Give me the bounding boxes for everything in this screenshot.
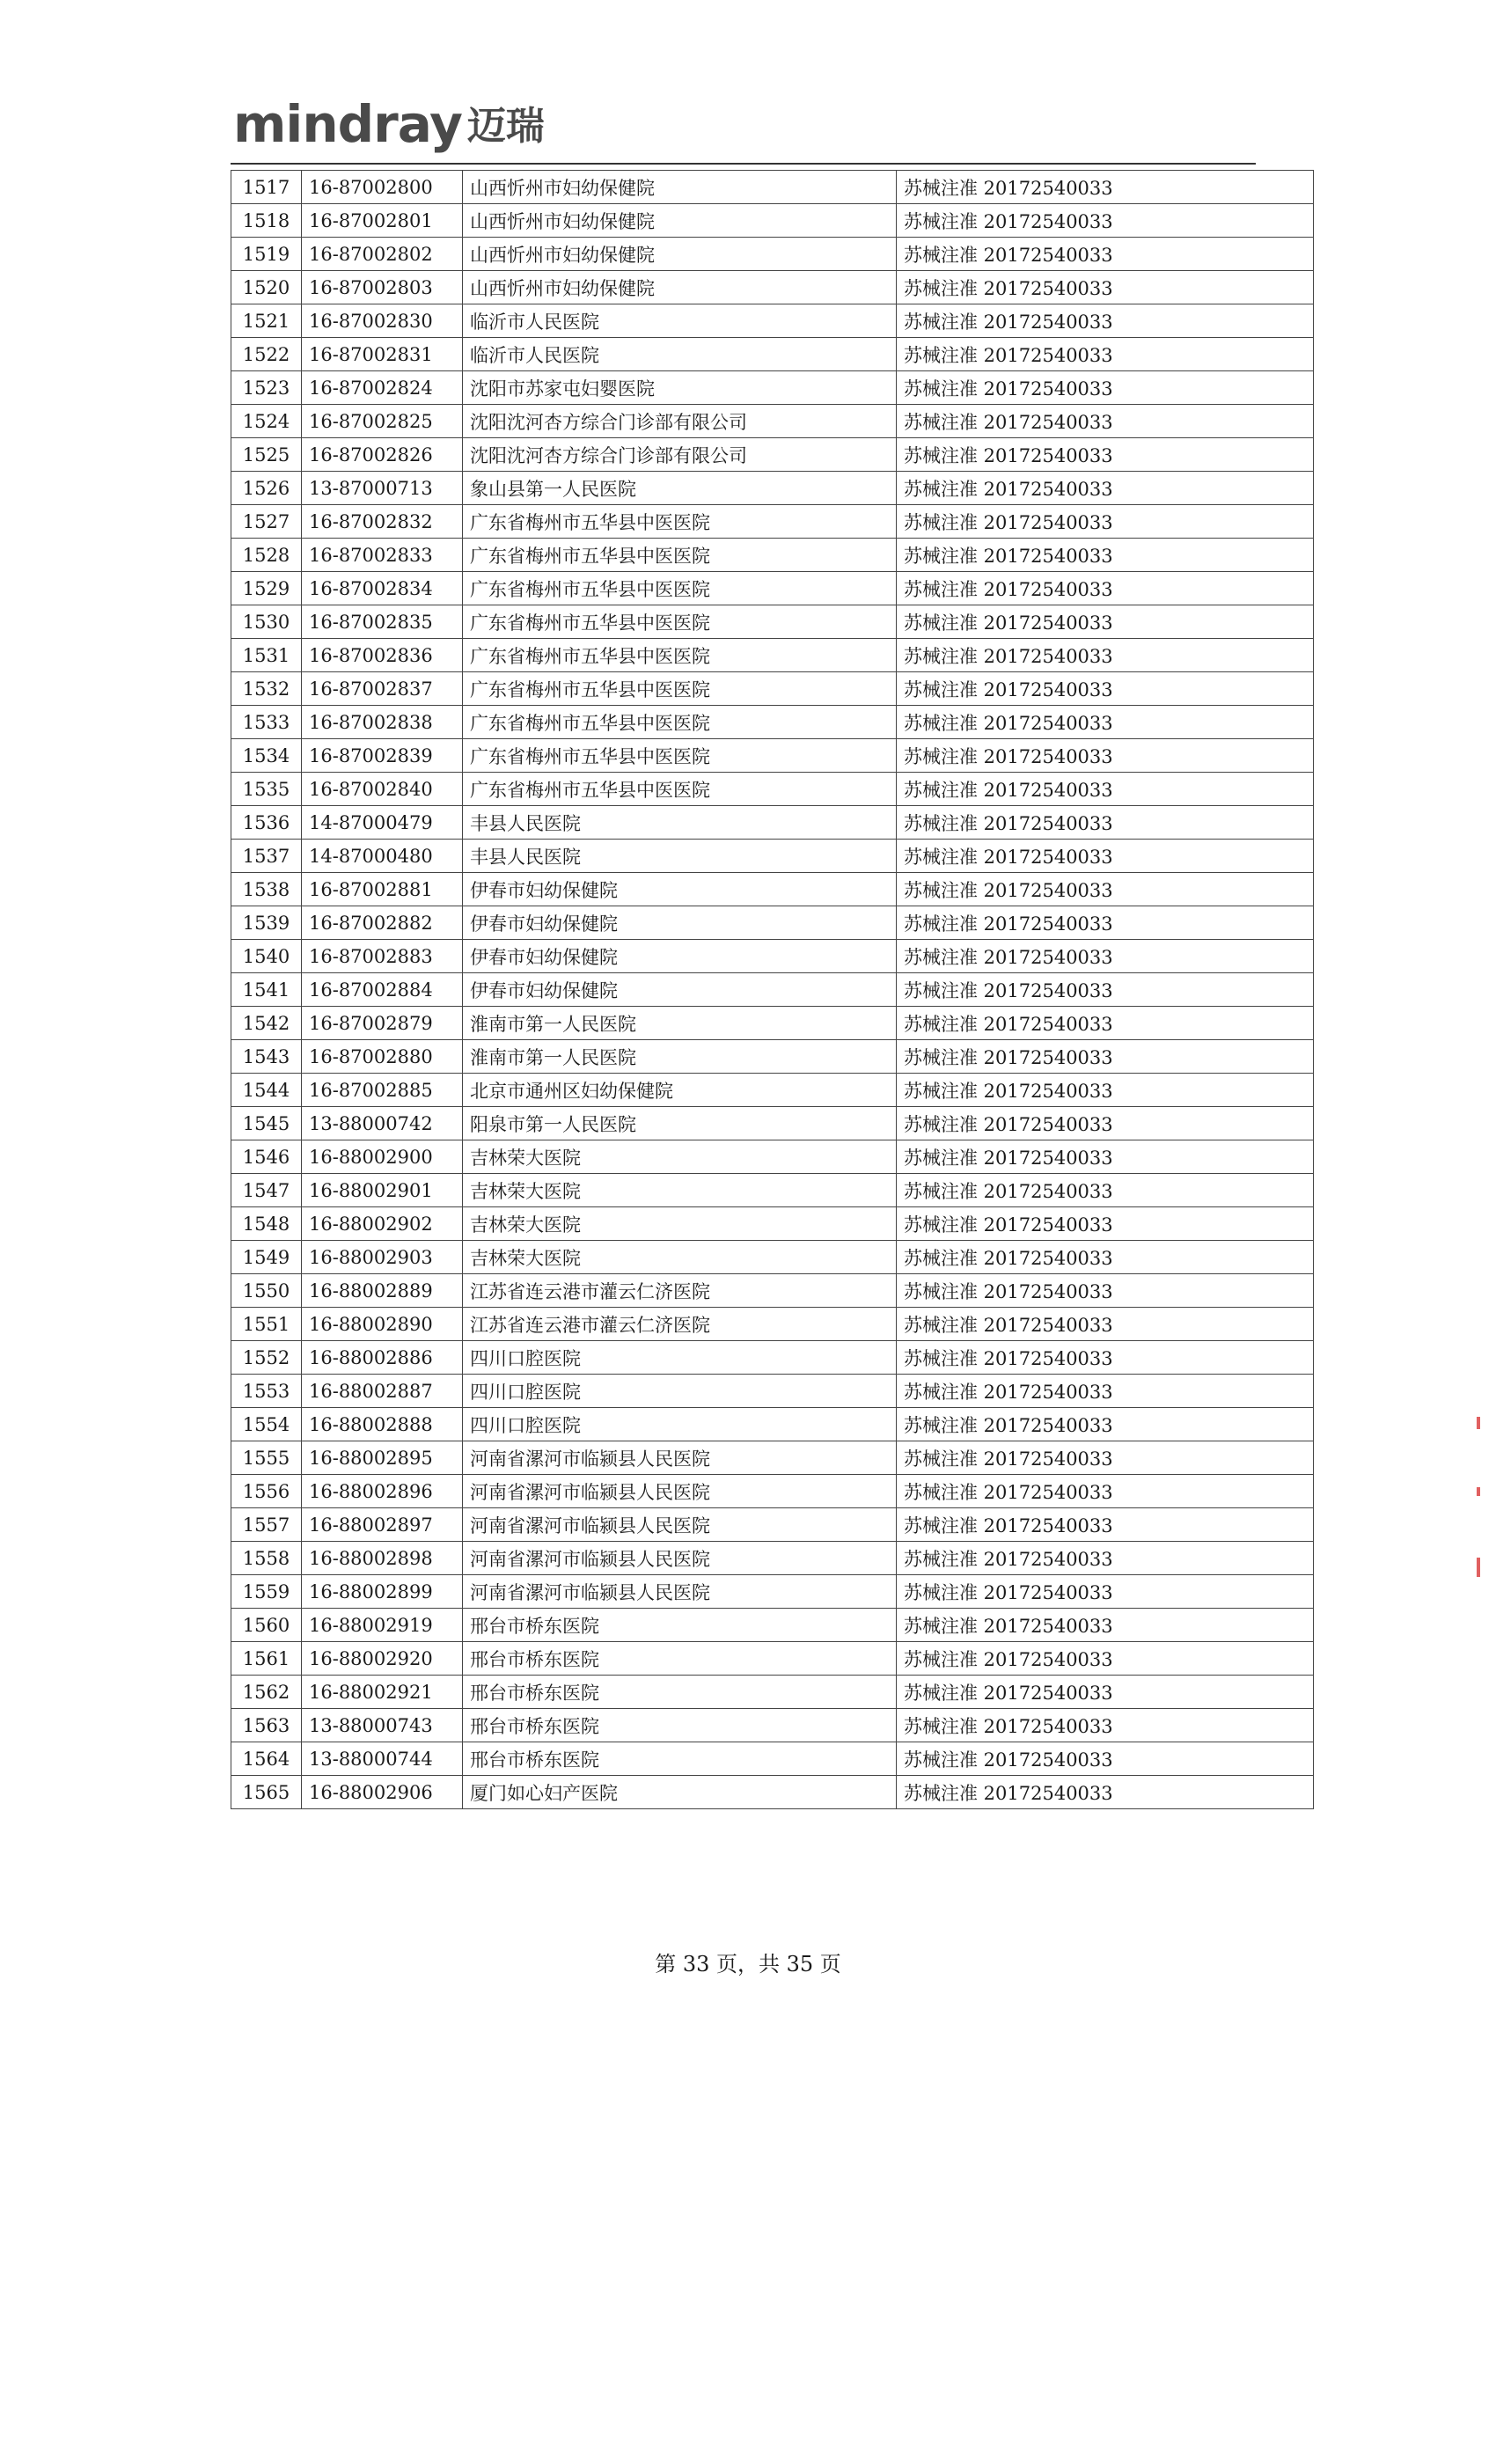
table-row <box>231 1475 1314 1508</box>
edge-mark <box>1477 1487 1480 1496</box>
hospital-name-cell: 阳泉市第一人民医院 <box>463 1107 897 1140</box>
registration-number-cell: 苏械注准 20172540033 <box>897 1007 1314 1040</box>
device-code-cell: 16-87002800 <box>302 171 463 204</box>
device-code-cell: 16-88002889 <box>302 1274 463 1308</box>
hospital-name-cell: 吉林荣大医院 <box>463 1140 897 1174</box>
hospital-name-cell: 四川口腔医院 <box>463 1341 897 1375</box>
device-registration-table <box>231 170 1314 1809</box>
table-row <box>231 1274 1314 1308</box>
hospital-name-cell: 北京市通州区妇幼保健院 <box>463 1074 897 1107</box>
row-index-cell: 1524 <box>231 405 302 438</box>
device-code-cell: 16-87002834 <box>302 572 463 605</box>
table-row <box>231 1676 1314 1709</box>
device-code-cell: 16-87002837 <box>302 672 463 706</box>
registration-number-cell: 苏械注准 20172540033 <box>897 1408 1314 1441</box>
registration-number-cell: 苏械注准 20172540033 <box>897 1742 1314 1776</box>
registration-number-cell: 苏械注准 20172540033 <box>897 1207 1314 1241</box>
device-code-cell: 13-88000742 <box>302 1107 463 1140</box>
hospital-name-cell: 丰县人民医院 <box>463 806 897 840</box>
device-code-cell: 16-87002830 <box>302 304 463 338</box>
device-code-cell: 16-87002824 <box>302 371 463 405</box>
table-row <box>231 1140 1314 1174</box>
table-row <box>231 1375 1314 1408</box>
registration-number-cell: 苏械注准 20172540033 <box>897 271 1314 304</box>
row-index-cell: 1565 <box>231 1776 302 1809</box>
device-code-cell: 16-87002838 <box>302 706 463 739</box>
table-row <box>231 739 1314 773</box>
table-row <box>231 304 1314 338</box>
row-index-cell: 1559 <box>231 1575 302 1609</box>
registration-number-cell: 苏械注准 20172540033 <box>897 1308 1314 1341</box>
table-row <box>231 1174 1314 1207</box>
hospital-name-cell: 山西忻州市妇幼保健院 <box>463 238 897 271</box>
table-row <box>231 840 1314 873</box>
device-code-cell: 16-88002903 <box>302 1241 463 1274</box>
registration-number-cell: 苏械注准 20172540033 <box>897 1140 1314 1174</box>
hospital-name-cell: 广东省梅州市五华县中医医院 <box>463 672 897 706</box>
row-index-cell: 1525 <box>231 438 302 472</box>
hospital-name-cell: 山西忻州市妇幼保健院 <box>463 204 897 238</box>
table-row <box>231 1007 1314 1040</box>
logo-wordmark: mindray <box>233 94 462 154</box>
row-index-cell: 1550 <box>231 1274 302 1308</box>
hospital-name-cell: 河南省漯河市临颍县人民医院 <box>463 1508 897 1542</box>
row-index-cell: 1534 <box>231 739 302 773</box>
hospital-name-cell: 伊春市妇幼保健院 <box>463 973 897 1007</box>
hospital-name-cell: 伊春市妇幼保健院 <box>463 873 897 906</box>
table-row <box>231 1742 1314 1776</box>
table-row <box>231 706 1314 739</box>
registration-number-cell: 苏械注准 20172540033 <box>897 304 1314 338</box>
registration-number-cell: 苏械注准 20172540033 <box>897 1274 1314 1308</box>
device-code-cell: 16-87002880 <box>302 1040 463 1074</box>
hospital-name-cell: 淮南市第一人民医院 <box>463 1040 897 1074</box>
table-row <box>231 1107 1314 1140</box>
row-index-cell: 1548 <box>231 1207 302 1241</box>
device-code-cell: 16-88002919 <box>302 1609 463 1642</box>
registration-number-cell: 苏械注准 20172540033 <box>897 1542 1314 1575</box>
device-code-cell: 16-88002902 <box>302 1207 463 1241</box>
hospital-name-cell: 沈阳市苏家屯妇婴医院 <box>463 371 897 405</box>
registration-number-cell: 苏械注准 20172540033 <box>897 1040 1314 1074</box>
table-row <box>231 873 1314 906</box>
table-row <box>231 539 1314 572</box>
row-index-cell: 1551 <box>231 1308 302 1341</box>
table-row <box>231 1441 1314 1475</box>
registration-number-cell: 苏械注准 20172540033 <box>897 639 1314 672</box>
row-index-cell: 1536 <box>231 806 302 840</box>
device-code-cell: 16-87002833 <box>302 539 463 572</box>
registration-number-cell: 苏械注准 20172540033 <box>897 739 1314 773</box>
device-code-cell: 16-88002920 <box>302 1642 463 1676</box>
hospital-name-cell: 伊春市妇幼保健院 <box>463 940 897 973</box>
device-code-cell: 13-88000743 <box>302 1709 463 1742</box>
hospital-name-cell: 广东省梅州市五华县中医医院 <box>463 539 897 572</box>
row-index-cell: 1531 <box>231 639 302 672</box>
hospital-name-cell: 沈阳沈河杏方综合门诊部有限公司 <box>463 438 897 472</box>
table-row <box>231 1341 1314 1375</box>
registration-number-cell: 苏械注准 20172540033 <box>897 906 1314 940</box>
device-code-cell: 16-87002885 <box>302 1074 463 1107</box>
device-code-cell: 16-87002835 <box>302 605 463 639</box>
device-code-cell: 16-87002826 <box>302 438 463 472</box>
hospital-name-cell: 厦门如心妇产医院 <box>463 1776 897 1809</box>
device-code-cell: 16-87002839 <box>302 739 463 773</box>
table-row <box>231 238 1314 271</box>
brand-logo <box>233 94 545 154</box>
page-number-footer: 第 33 页，共 35 页 <box>655 1952 841 1976</box>
hospital-name-cell: 伊春市妇幼保健院 <box>463 906 897 940</box>
row-index-cell: 1520 <box>231 271 302 304</box>
row-index-cell: 1541 <box>231 973 302 1007</box>
row-index-cell: 1557 <box>231 1508 302 1542</box>
table-row <box>231 1040 1314 1074</box>
row-index-cell: 1555 <box>231 1441 302 1475</box>
registration-number-cell: 苏械注准 20172540033 <box>897 238 1314 271</box>
device-code-cell: 14-87000479 <box>302 806 463 840</box>
table-row <box>231 171 1314 204</box>
row-index-cell: 1526 <box>231 472 302 505</box>
hospital-name-cell: 河南省漯河市临颍县人民医院 <box>463 1475 897 1508</box>
row-index-cell: 1517 <box>231 171 302 204</box>
row-index-cell: 1552 <box>231 1341 302 1375</box>
device-code-cell: 16-87002802 <box>302 238 463 271</box>
hospital-name-cell: 广东省梅州市五华县中医医院 <box>463 739 897 773</box>
hospital-name-cell: 山西忻州市妇幼保健院 <box>463 271 897 304</box>
hospital-name-cell: 邢台市桥东医院 <box>463 1609 897 1642</box>
device-code-cell: 16-87002879 <box>302 1007 463 1040</box>
registration-number-cell: 苏械注准 20172540033 <box>897 572 1314 605</box>
row-index-cell: 1546 <box>231 1140 302 1174</box>
row-index-cell: 1547 <box>231 1174 302 1207</box>
table-row <box>231 1642 1314 1676</box>
registration-number-cell: 苏械注准 20172540033 <box>897 706 1314 739</box>
row-index-cell: 1535 <box>231 773 302 806</box>
table-row <box>231 1542 1314 1575</box>
hospital-name-cell: 广东省梅州市五华县中医医院 <box>463 572 897 605</box>
table-row <box>231 940 1314 973</box>
registration-number-cell: 苏械注准 20172540033 <box>897 1174 1314 1207</box>
registration-number-cell: 苏械注准 20172540033 <box>897 840 1314 873</box>
registration-number-cell: 苏械注准 20172540033 <box>897 1676 1314 1709</box>
table-row <box>231 1241 1314 1274</box>
row-index-cell: 1527 <box>231 505 302 539</box>
registration-number-cell: 苏械注准 20172540033 <box>897 940 1314 973</box>
device-code-cell: 16-88002895 <box>302 1441 463 1475</box>
table-row <box>231 1207 1314 1241</box>
table-row <box>231 1074 1314 1107</box>
row-index-cell: 1542 <box>231 1007 302 1040</box>
device-code-cell: 16-88002898 <box>302 1542 463 1575</box>
row-index-cell: 1560 <box>231 1609 302 1642</box>
hospital-name-cell: 吉林荣大医院 <box>463 1207 897 1241</box>
row-index-cell: 1540 <box>231 940 302 973</box>
device-code-cell: 16-88002888 <box>302 1408 463 1441</box>
hospital-name-cell: 江苏省连云港市灌云仁济医院 <box>463 1308 897 1341</box>
registration-number-cell: 苏械注准 20172540033 <box>897 1107 1314 1140</box>
row-index-cell: 1518 <box>231 204 302 238</box>
device-code-cell: 16-87002836 <box>302 639 463 672</box>
hospital-name-cell: 河南省漯河市临颍县人民医院 <box>463 1542 897 1575</box>
registration-number-cell: 苏械注准 20172540033 <box>897 672 1314 706</box>
hospital-name-cell: 吉林荣大医院 <box>463 1174 897 1207</box>
registration-number-cell: 苏械注准 20172540033 <box>897 1709 1314 1742</box>
table-row <box>231 672 1314 706</box>
device-code-cell: 13-88000744 <box>302 1742 463 1776</box>
registration-number-cell: 苏械注准 20172540033 <box>897 438 1314 472</box>
row-index-cell: 1519 <box>231 238 302 271</box>
device-code-cell: 16-88002899 <box>302 1575 463 1609</box>
edge-mark <box>1477 1558 1480 1577</box>
row-index-cell: 1543 <box>231 1040 302 1074</box>
registration-number-cell: 苏械注准 20172540033 <box>897 1341 1314 1375</box>
hospital-name-cell: 四川口腔医院 <box>463 1375 897 1408</box>
row-index-cell: 1564 <box>231 1742 302 1776</box>
row-index-cell: 1523 <box>231 371 302 405</box>
row-index-cell: 1539 <box>231 906 302 940</box>
row-index-cell: 1561 <box>231 1642 302 1676</box>
table-row <box>231 1408 1314 1441</box>
table-row <box>231 204 1314 238</box>
table-row <box>231 1508 1314 1542</box>
row-index-cell: 1532 <box>231 672 302 706</box>
hospital-name-cell: 邢台市桥东医院 <box>463 1676 897 1709</box>
table-row <box>231 1776 1314 1809</box>
device-code-cell: 16-87002831 <box>302 338 463 371</box>
table-row <box>231 405 1314 438</box>
device-code-cell: 16-88002901 <box>302 1174 463 1207</box>
hospital-name-cell: 邢台市桥东医院 <box>463 1709 897 1742</box>
device-code-cell: 16-88002900 <box>302 1140 463 1174</box>
table-row <box>231 1709 1314 1742</box>
registration-number-cell: 苏械注准 20172540033 <box>897 1642 1314 1676</box>
hospital-name-cell: 河南省漯河市临颍县人民医院 <box>463 1575 897 1609</box>
table-row <box>231 438 1314 472</box>
table-row <box>231 973 1314 1007</box>
registration-number-cell: 苏械注准 20172540033 <box>897 1074 1314 1107</box>
table-body <box>231 171 1314 1809</box>
row-index-cell: 1544 <box>231 1074 302 1107</box>
device-code-cell: 16-87002881 <box>302 873 463 906</box>
registration-number-cell: 苏械注准 20172540033 <box>897 405 1314 438</box>
device-code-cell: 16-88002897 <box>302 1508 463 1542</box>
hospital-name-cell: 沈阳沈河杏方综合门诊部有限公司 <box>463 405 897 438</box>
row-index-cell: 1549 <box>231 1241 302 1274</box>
device-code-cell: 16-87002832 <box>302 505 463 539</box>
table-row <box>231 639 1314 672</box>
row-index-cell: 1556 <box>231 1475 302 1508</box>
table-row <box>231 605 1314 639</box>
hospital-name-cell: 吉林荣大医院 <box>463 1241 897 1274</box>
hospital-name-cell: 广东省梅州市五华县中医医院 <box>463 706 897 739</box>
registration-number-cell: 苏械注准 20172540033 <box>897 1575 1314 1609</box>
device-code-cell: 16-87002883 <box>302 940 463 973</box>
hospital-name-cell: 广东省梅州市五华县中医医院 <box>463 773 897 806</box>
registration-number-cell: 苏械注准 20172540033 <box>897 1776 1314 1809</box>
hospital-name-cell: 邢台市桥东医院 <box>463 1742 897 1776</box>
device-code-cell: 16-87002884 <box>302 973 463 1007</box>
device-code-cell: 16-87002840 <box>302 773 463 806</box>
registration-number-cell: 苏械注准 20172540033 <box>897 539 1314 572</box>
row-index-cell: 1562 <box>231 1676 302 1709</box>
table-row <box>231 1575 1314 1609</box>
registration-number-cell: 苏械注准 20172540033 <box>897 973 1314 1007</box>
registration-number-cell: 苏械注准 20172540033 <box>897 171 1314 204</box>
device-code-cell: 16-87002803 <box>302 271 463 304</box>
row-index-cell: 1553 <box>231 1375 302 1408</box>
registration-number-cell: 苏械注准 20172540033 <box>897 505 1314 539</box>
table-row <box>231 505 1314 539</box>
device-code-cell: 16-88002890 <box>302 1308 463 1341</box>
hospital-name-cell: 江苏省连云港市灌云仁济医院 <box>463 1274 897 1308</box>
hospital-name-cell: 临沂市人民医院 <box>463 338 897 371</box>
table-row <box>231 338 1314 371</box>
device-code-cell: 14-87000480 <box>302 840 463 873</box>
hospital-name-cell: 山西忻州市妇幼保健院 <box>463 171 897 204</box>
table-row <box>231 472 1314 505</box>
registration-number-cell: 苏械注准 20172540033 <box>897 1241 1314 1274</box>
hospital-name-cell: 广东省梅州市五华县中医医院 <box>463 605 897 639</box>
table-row <box>231 1609 1314 1642</box>
registration-number-cell: 苏械注准 20172540033 <box>897 873 1314 906</box>
registration-number-cell: 苏械注准 20172540033 <box>897 806 1314 840</box>
row-index-cell: 1533 <box>231 706 302 739</box>
row-index-cell: 1558 <box>231 1542 302 1575</box>
registration-number-cell: 苏械注准 20172540033 <box>897 773 1314 806</box>
registration-number-cell: 苏械注准 20172540033 <box>897 338 1314 371</box>
hospital-name-cell: 淮南市第一人民医院 <box>463 1007 897 1040</box>
edge-mark <box>1477 1417 1480 1429</box>
row-index-cell: 1538 <box>231 873 302 906</box>
registration-number-cell: 苏械注准 20172540033 <box>897 371 1314 405</box>
registration-number-cell: 苏械注准 20172540033 <box>897 1508 1314 1542</box>
logo-cjk-wordmark: 迈瑞 <box>466 104 545 149</box>
registration-number-cell: 苏械注准 20172540033 <box>897 1441 1314 1475</box>
table-row <box>231 1308 1314 1341</box>
device-code-cell: 16-88002921 <box>302 1676 463 1709</box>
hospital-name-cell: 象山县第一人民医院 <box>463 472 897 505</box>
hospital-name-cell: 广东省梅州市五华县中医医院 <box>463 639 897 672</box>
registration-number-cell: 苏械注准 20172540033 <box>897 472 1314 505</box>
hospital-name-cell: 邢台市桥东医院 <box>463 1642 897 1676</box>
registration-number-cell: 苏械注准 20172540033 <box>897 1609 1314 1642</box>
row-index-cell: 1545 <box>231 1107 302 1140</box>
registration-number-cell: 苏械注准 20172540033 <box>897 204 1314 238</box>
registration-number-cell: 苏械注准 20172540033 <box>897 1475 1314 1508</box>
device-code-cell: 16-88002906 <box>302 1776 463 1809</box>
device-code-cell: 16-88002887 <box>302 1375 463 1408</box>
registration-number-cell: 苏械注准 20172540033 <box>897 1375 1314 1408</box>
device-code-cell: 16-88002896 <box>302 1475 463 1508</box>
hospital-name-cell: 临沂市人民医院 <box>463 304 897 338</box>
device-code-cell: 16-87002882 <box>302 906 463 940</box>
row-index-cell: 1563 <box>231 1709 302 1742</box>
row-index-cell: 1530 <box>231 605 302 639</box>
row-index-cell: 1529 <box>231 572 302 605</box>
header-divider <box>231 163 1256 165</box>
hospital-name-cell: 广东省梅州市五华县中医医院 <box>463 505 897 539</box>
device-code-cell: 16-87002825 <box>302 405 463 438</box>
hospital-name-cell: 丰县人民医院 <box>463 840 897 873</box>
hospital-name-cell: 河南省漯河市临颍县人民医院 <box>463 1441 897 1475</box>
table-row <box>231 773 1314 806</box>
hospital-name-cell: 四川口腔医院 <box>463 1408 897 1441</box>
row-index-cell: 1521 <box>231 304 302 338</box>
device-code-cell: 16-88002886 <box>302 1341 463 1375</box>
device-code-cell: 13-87000713 <box>302 472 463 505</box>
row-index-cell: 1537 <box>231 840 302 873</box>
registration-number-cell: 苏械注准 20172540033 <box>897 605 1314 639</box>
table-row <box>231 806 1314 840</box>
table-row <box>231 906 1314 940</box>
table-row <box>231 371 1314 405</box>
table-row <box>231 572 1314 605</box>
row-index-cell: 1554 <box>231 1408 302 1441</box>
row-index-cell: 1528 <box>231 539 302 572</box>
device-code-cell: 16-87002801 <box>302 204 463 238</box>
table-row <box>231 271 1314 304</box>
row-index-cell: 1522 <box>231 338 302 371</box>
